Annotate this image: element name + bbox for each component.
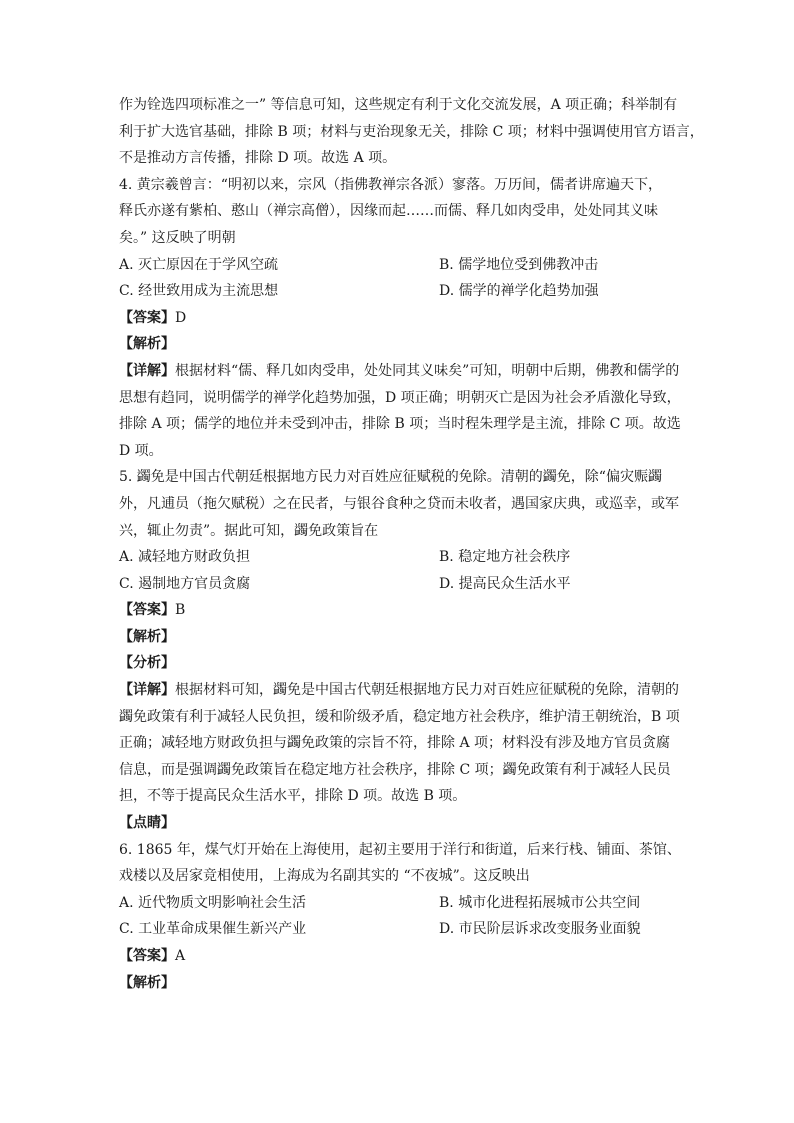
- option-row: [119, 916, 675, 943]
- section-text: D: [175, 309, 187, 326]
- text-line: 4. 黄宗羲曾言：“明初以来，宗风（指佛教禅宗各派）寥落。万历间，儒者讲席遍天下，: [119, 176, 662, 193]
- option-right: D. 儒学的禅学化趋势加强: [439, 283, 599, 300]
- section-text: 根据材料可知，蠲免是中国古代朝廷根据地方民力对百姓应征赋税的免除，清朝的: [175, 682, 679, 699]
- section-tag: 【解析】: [119, 974, 175, 991]
- text-line: 戏楼以及居家竞相使用，上海成为名副其实的 “不夜城”。这反映出: [119, 868, 530, 885]
- option-left: A. 近代物质文明影响社会生活: [119, 894, 307, 911]
- option-row: [119, 252, 675, 279]
- section-line: [119, 970, 675, 997]
- text-line: 利于扩大选官基础，排除 B 项；材料与吏治现象无关，排除 C 项；材料中强调使用官方语言，: [119, 123, 704, 140]
- document-body: [119, 92, 704, 996]
- text-line: D 项。: [119, 442, 163, 459]
- text-line: 兴，辄止勿责”。据此可知，蠲免政策旨在: [119, 522, 379, 539]
- section-line: [119, 810, 675, 837]
- section-text: 根据材料“儒、释几如肉受串，处处同其义味矣”可知，明朝中后期，佛教和儒学的: [175, 362, 680, 379]
- text-line: 6. 1865 年，煤气灯开始在上海使用，起初主要用于洋行和街道，后来行栈、铺面、茶馆、: [119, 841, 681, 858]
- section-line: [119, 624, 675, 651]
- option-left: A. 减轻地方财政负担: [119, 549, 251, 566]
- section-tag: 【解析】: [119, 336, 175, 353]
- option-row: [119, 278, 675, 305]
- section-line: [119, 305, 675, 332]
- text-line: 释氏亦遂有紫柏、憨山（禅宗高僧），因缘而起……而儒、释几如肉受串，处处同其义味: [119, 203, 658, 220]
- section-line: [119, 943, 675, 970]
- section-tag: 【答案】: [119, 948, 175, 964]
- section-tag: 【答案】: [119, 309, 175, 326]
- option-right: B. 稳定地方社会秩序: [439, 549, 571, 566]
- section-line: [119, 677, 679, 704]
- option-row: [119, 890, 675, 917]
- text-line: 担，不等于提高民众生活水平，排除 D 项。故选 B 项。: [119, 788, 467, 805]
- option-right: B. 儒学地位受到佛教冲击: [439, 256, 599, 273]
- section-tag: 【详解】: [119, 682, 175, 699]
- text-line: 思想有趋同，说明儒学的禅学化趋势加强，D 项正确；明朝灭亡是因为社会矛盾激化导致，: [119, 389, 681, 406]
- section-tag: 【分析】: [119, 655, 175, 672]
- text-line: 外，凡逋员（拖欠赋税）之在民者，与银谷食种之贷而未收者，遇国家庆典，或巡幸，或军: [119, 495, 679, 512]
- section-tag: 【解析】: [119, 628, 175, 645]
- option-right: D. 市民阶层诉求改变服务业面貌: [439, 921, 641, 938]
- text-line: 矣。” 这反映了明朝: [119, 229, 236, 246]
- option-right: D. 提高民众生活水平: [439, 575, 571, 592]
- section-line: [119, 597, 675, 624]
- section-line: [119, 331, 675, 358]
- option-left: C. 经世致用成为主流思想: [119, 283, 279, 300]
- section-tag: 【详解】: [119, 362, 175, 379]
- text-line: 排除 A 项；儒学的地位并未受到冲击，排除 B 项；当时程朱理学是主流，排除 C 项。故选: [119, 416, 681, 433]
- section-text: A: [175, 948, 186, 964]
- option-left: A. 灭亡原因在于学风空疏: [119, 256, 279, 273]
- text-line: 蠲免政策有利于减轻人民负担，缓和阶级矛盾，稳定地方社会秩序，维护清王朝统治，B 项: [119, 708, 680, 725]
- section-line: [119, 358, 680, 385]
- section-tag: 【答案】: [119, 602, 175, 619]
- option-row: [119, 571, 675, 598]
- section-line: [119, 650, 675, 677]
- option-left: C. 工业革命成果催生新兴产业: [119, 921, 307, 938]
- text-line: 作为铨选四项标准之一” 等信息可知，这些规定有利于文化交流发展，A 项正确；科举制有: [119, 97, 678, 113]
- section-tag: 【点睛】: [119, 815, 175, 832]
- option-row: [119, 544, 675, 571]
- text-line: 不是推动方言传播，排除 D 项。故选 A 项。: [119, 150, 397, 167]
- option-right: B. 城市化进程拓展城市公共空间: [439, 894, 641, 911]
- text-line: 5. 蠲免是中国古代朝廷根据地方民力对百姓应征赋税的免除。清朝的蠲免，除“偏灾赈蠲: [119, 469, 662, 486]
- section-text: B: [175, 602, 186, 619]
- text-line: 正确；减轻地方财政负担与蠲免政策的宗旨不符，排除 A 项；材料没有涉及地方官员贪腐: [119, 735, 671, 752]
- option-left: C. 遏制地方官员贪腐: [119, 575, 251, 592]
- text-line: 信息，而是强调蠲免政策旨在稳定地方社会秩序，排除 C 项；蠲免政策有利于减轻人民员: [119, 761, 671, 778]
